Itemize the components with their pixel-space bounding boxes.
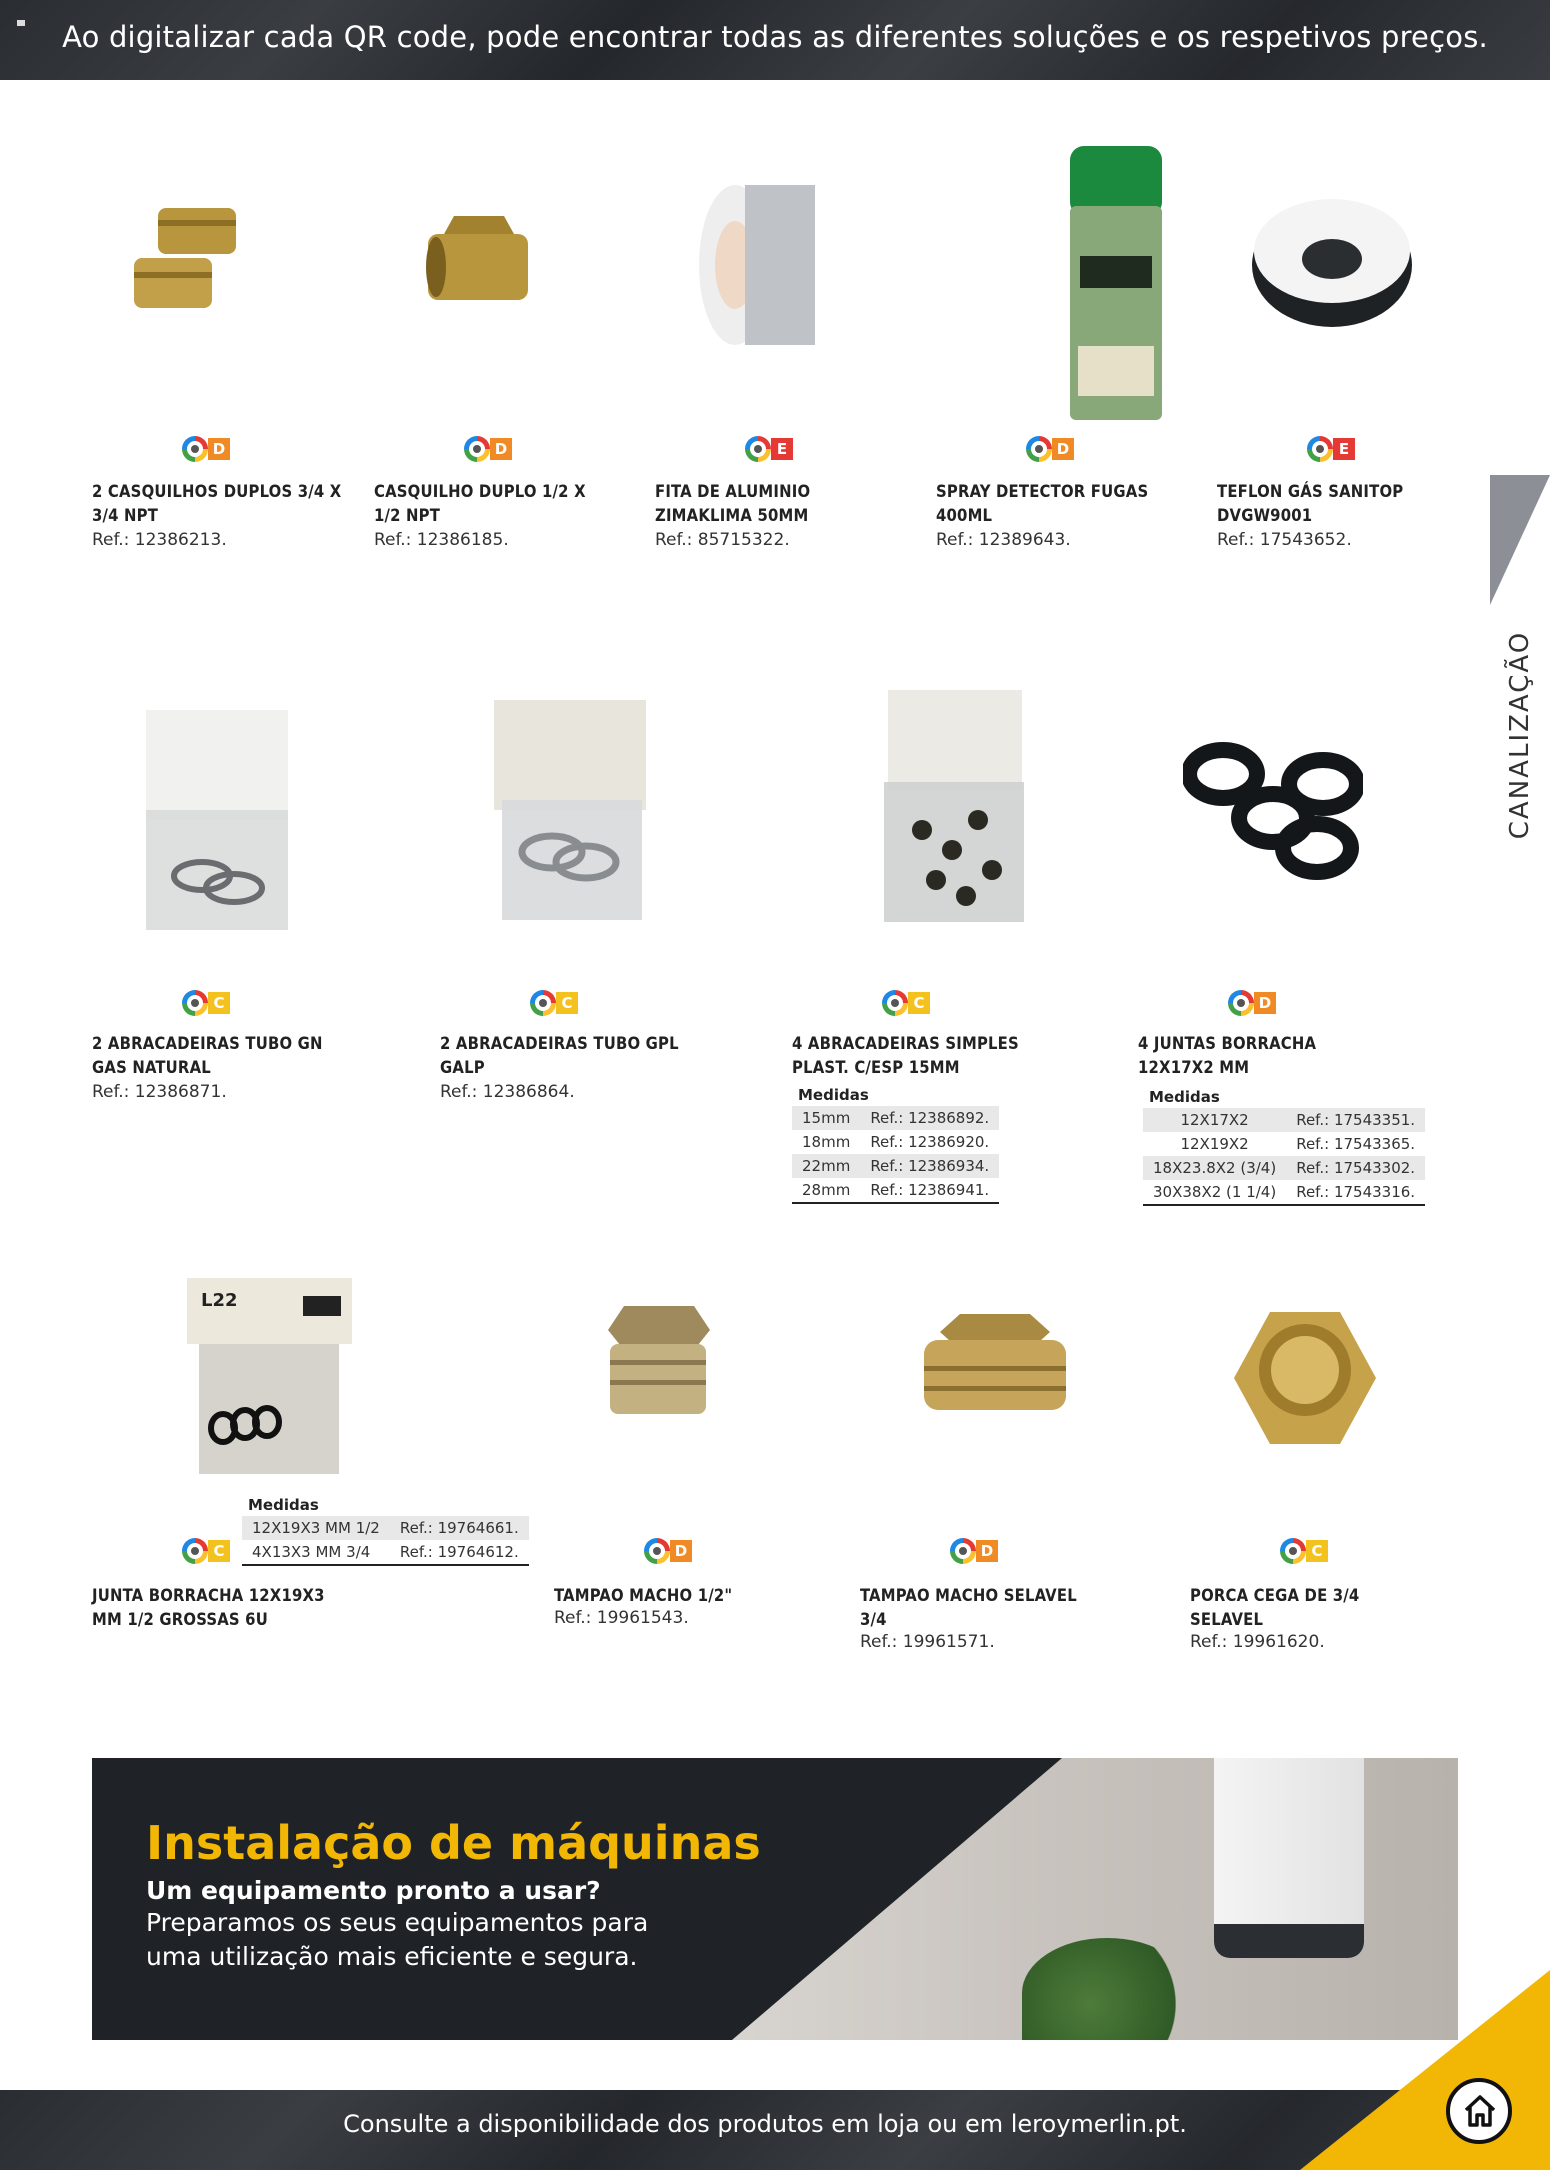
product-name: 2 ABRACADEIRAS TUBO GPL GALP: [440, 1034, 679, 1077]
product-ref: Ref.: 19961543.: [554, 1608, 689, 1628]
product-name: 4 JUNTAS BORRACHA 12X17X2 MM: [1138, 1034, 1317, 1077]
table-row: 12X19X3 MM 1/2 Ref.: 19764661.: [242, 1516, 529, 1540]
product-card[interactable]: E FITA DE ALUMINIO ZIMAKLIMA 50MM Ref.: 85715322.: [655, 130, 905, 560]
product-card[interactable]: C 2 ABRACADEIRAS TUBO GPL GALP Ref.: 12386864.: [440, 690, 740, 1110]
product-name: CASQUILHO DUPLO 1/2 X 1/2 NPT: [374, 482, 586, 525]
table-row: 28mm Ref.: 12386941.: [792, 1178, 999, 1203]
table-row: 22mm Ref.: 12386934.: [792, 1154, 999, 1178]
product-image: [1230, 1308, 1380, 1448]
svg-text:L22: L22: [201, 1290, 238, 1311]
measures-heading: Medidas: [248, 1496, 319, 1514]
product-ref: Ref.: 12386864.: [440, 1082, 575, 1102]
measures-table: [1143, 1088, 1425, 1206]
product-name: PORCA CEGA DE 3/4 SELAVEL: [1190, 1586, 1360, 1629]
section-tab: [1490, 475, 1550, 875]
product-name: TEFLON GÁS SANITOP DVGW9001: [1217, 482, 1404, 525]
banner-text-line-1: Preparamos os seus equipamentos para: [146, 1908, 649, 1937]
product-card[interactable]: D 2 CASQUILHOS DUPLOS 3/4 X 3/4 NPT Ref.: 12386213.: [92, 130, 342, 560]
product-card[interactable]: L22 Medidas 12X19X3 MM 1/2 Ref.: 19764661. 4X13X3 MM 3/4 Ref.: 19764612. C JUNTA BORRACHA 12X19X3 MM 1/2 GROSSAS 6U: [92, 1270, 512, 1650]
banner-title: Instalação de máquinas: [146, 1816, 761, 1870]
promo-banner[interactable]: [92, 1758, 1458, 2040]
product-image: [910, 1310, 1080, 1430]
product-image: [187, 1278, 352, 1478]
table-row: 12X19X2 Ref.: 17543365.: [1180, 1135, 1416, 1153]
product-card[interactable]: D TAMPAO MACHO 1/2" Ref.: 19961543.: [554, 1270, 834, 1650]
measures-heading: Medidas: [1149, 1088, 1220, 1106]
section-label: CANALIZAÇÃO: [1505, 630, 1535, 840]
product-image: [142, 710, 292, 940]
product-ref: Ref.: 85715322.: [655, 530, 790, 550]
table-row: 18X23.8X2 (3/4) Ref.: 17543302.: [1143, 1156, 1425, 1180]
product-card[interactable]: D TAMPAO MACHO SELAVEL 3/4 Ref.: 19961571.: [860, 1270, 1160, 1670]
product-name: 2 ABRACADEIRAS TUBO GN GAS NATURAL: [92, 1034, 323, 1077]
product-card[interactable]: C PORCA CEGA DE 3/4 SELAVEL Ref.: 19961620.: [1190, 1270, 1460, 1670]
product-image: [130, 200, 260, 350]
product-name: SPRAY DETECTOR FUGAS 400ML: [936, 482, 1149, 525]
product-ref: Ref.: 12386185.: [374, 530, 509, 550]
product-image: [882, 690, 1027, 930]
product-image: [414, 210, 544, 320]
product-image: [490, 700, 650, 930]
product-card[interactable]: E TEFLON GÁS SANITOP DVGW9001 Ref.: 17543652.: [1217, 130, 1467, 560]
table-row: 4X13X3 MM 3/4 Ref.: 19764612.: [242, 1540, 529, 1565]
product-card[interactable]: C 2 ABRACADEIRAS TUBO GN GAS NATURAL Ref.: 12386871.: [92, 690, 392, 1110]
product-name: TAMPAO MACHO SELAVEL 3/4: [860, 1586, 1077, 1629]
product-image: [1247, 185, 1417, 335]
product-ref: Ref.: 17543652.: [1217, 530, 1352, 550]
table-row: 15mm Ref.: 12386892.: [792, 1106, 999, 1130]
plant-image: [1022, 1938, 1192, 2040]
table-row: 12X17X2 Ref.: 17543351.: [1143, 1108, 1425, 1132]
water-heater-image: [1214, 1758, 1364, 1958]
measures-table: [242, 1496, 529, 1566]
banner-subtitle: Um equipamento pronto a usar?: [146, 1876, 601, 1905]
product-image: [685, 175, 845, 355]
banner-text-line-2: uma utilização mais eficiente e segura.: [146, 1942, 638, 1971]
product-ref: Ref.: 12386871.: [92, 1082, 227, 1102]
product-name: FITA DE ALUMINIO ZIMAKLIMA 50MM: [655, 482, 811, 525]
tab-triangle: [1490, 475, 1550, 605]
product-card[interactable]: D 4 JUNTAS BORRACHA 12X17X2 MM Medidas 12X17X2 Ref.: 17543351. 12X19X2 Ref.: 17543365. 18X23.8X2 (3/4) Ref.: 17543302. 30X38X2 (1 1/4) Ref.: 17543316.: [1138, 690, 1458, 1220]
header-text: Ao digitalizar cada QR code, pode encontrar todas as diferentes soluções e os respetivos preços.: [62, 20, 1488, 54]
table-row: 18mm Ref.: 12386920.: [802, 1133, 990, 1151]
top-banner: [0, 0, 1550, 80]
product-ref: Ref.: 12386213.: [92, 530, 227, 550]
product-card[interactable]: D CASQUILHO DUPLO 1/2 X 1/2 NPT Ref.: 12386185.: [374, 130, 624, 560]
table-row: 30X38X2 (1 1/4) Ref.: 17543316.: [1143, 1180, 1425, 1205]
product-image: [1066, 146, 1166, 426]
measures-heading: Medidas: [798, 1086, 869, 1104]
footer-text: Consulte a disponibilidade dos produtos em loja ou em leroymerlin.pt.: [343, 2110, 1187, 2138]
product-ref: Ref.: 19961571.: [860, 1632, 995, 1652]
product-name: 2 CASQUILHOS DUPLOS 3/4 X 3/4 NPT: [92, 482, 342, 525]
product-name: JUNTA BORRACHA 12X19X3 MM 1/2 GROSSAS 6U: [92, 1586, 325, 1629]
product-ref: Ref.: 12389643.: [936, 530, 1071, 550]
product-image: [1183, 740, 1363, 900]
product-card[interactable]: C 4 ABRACADEIRAS SIMPLES PLAST. C/ESP 15MM Medidas 15mm Ref.: 12386892. 18mm Ref.: 12386920. 22mm Ref.: 12386934. 28mm Ref.: 12386941.: [792, 690, 1092, 1220]
product-card[interactable]: D SPRAY DETECTOR FUGAS 400ML Ref.: 12389643.: [936, 130, 1186, 560]
home-icon: [1462, 2093, 1498, 2129]
measures-table: [792, 1086, 999, 1204]
product-name: 4 ABRACADEIRAS SIMPLES PLAST. C/ESP 15MM: [792, 1034, 1019, 1077]
home-button[interactable]: [1446, 2078, 1512, 2144]
product-ref: Ref.: 19961620.: [1190, 1632, 1325, 1652]
product-image: [594, 1300, 714, 1430]
product-name: TAMPAO MACHO 1/2": [554, 1586, 733, 1605]
